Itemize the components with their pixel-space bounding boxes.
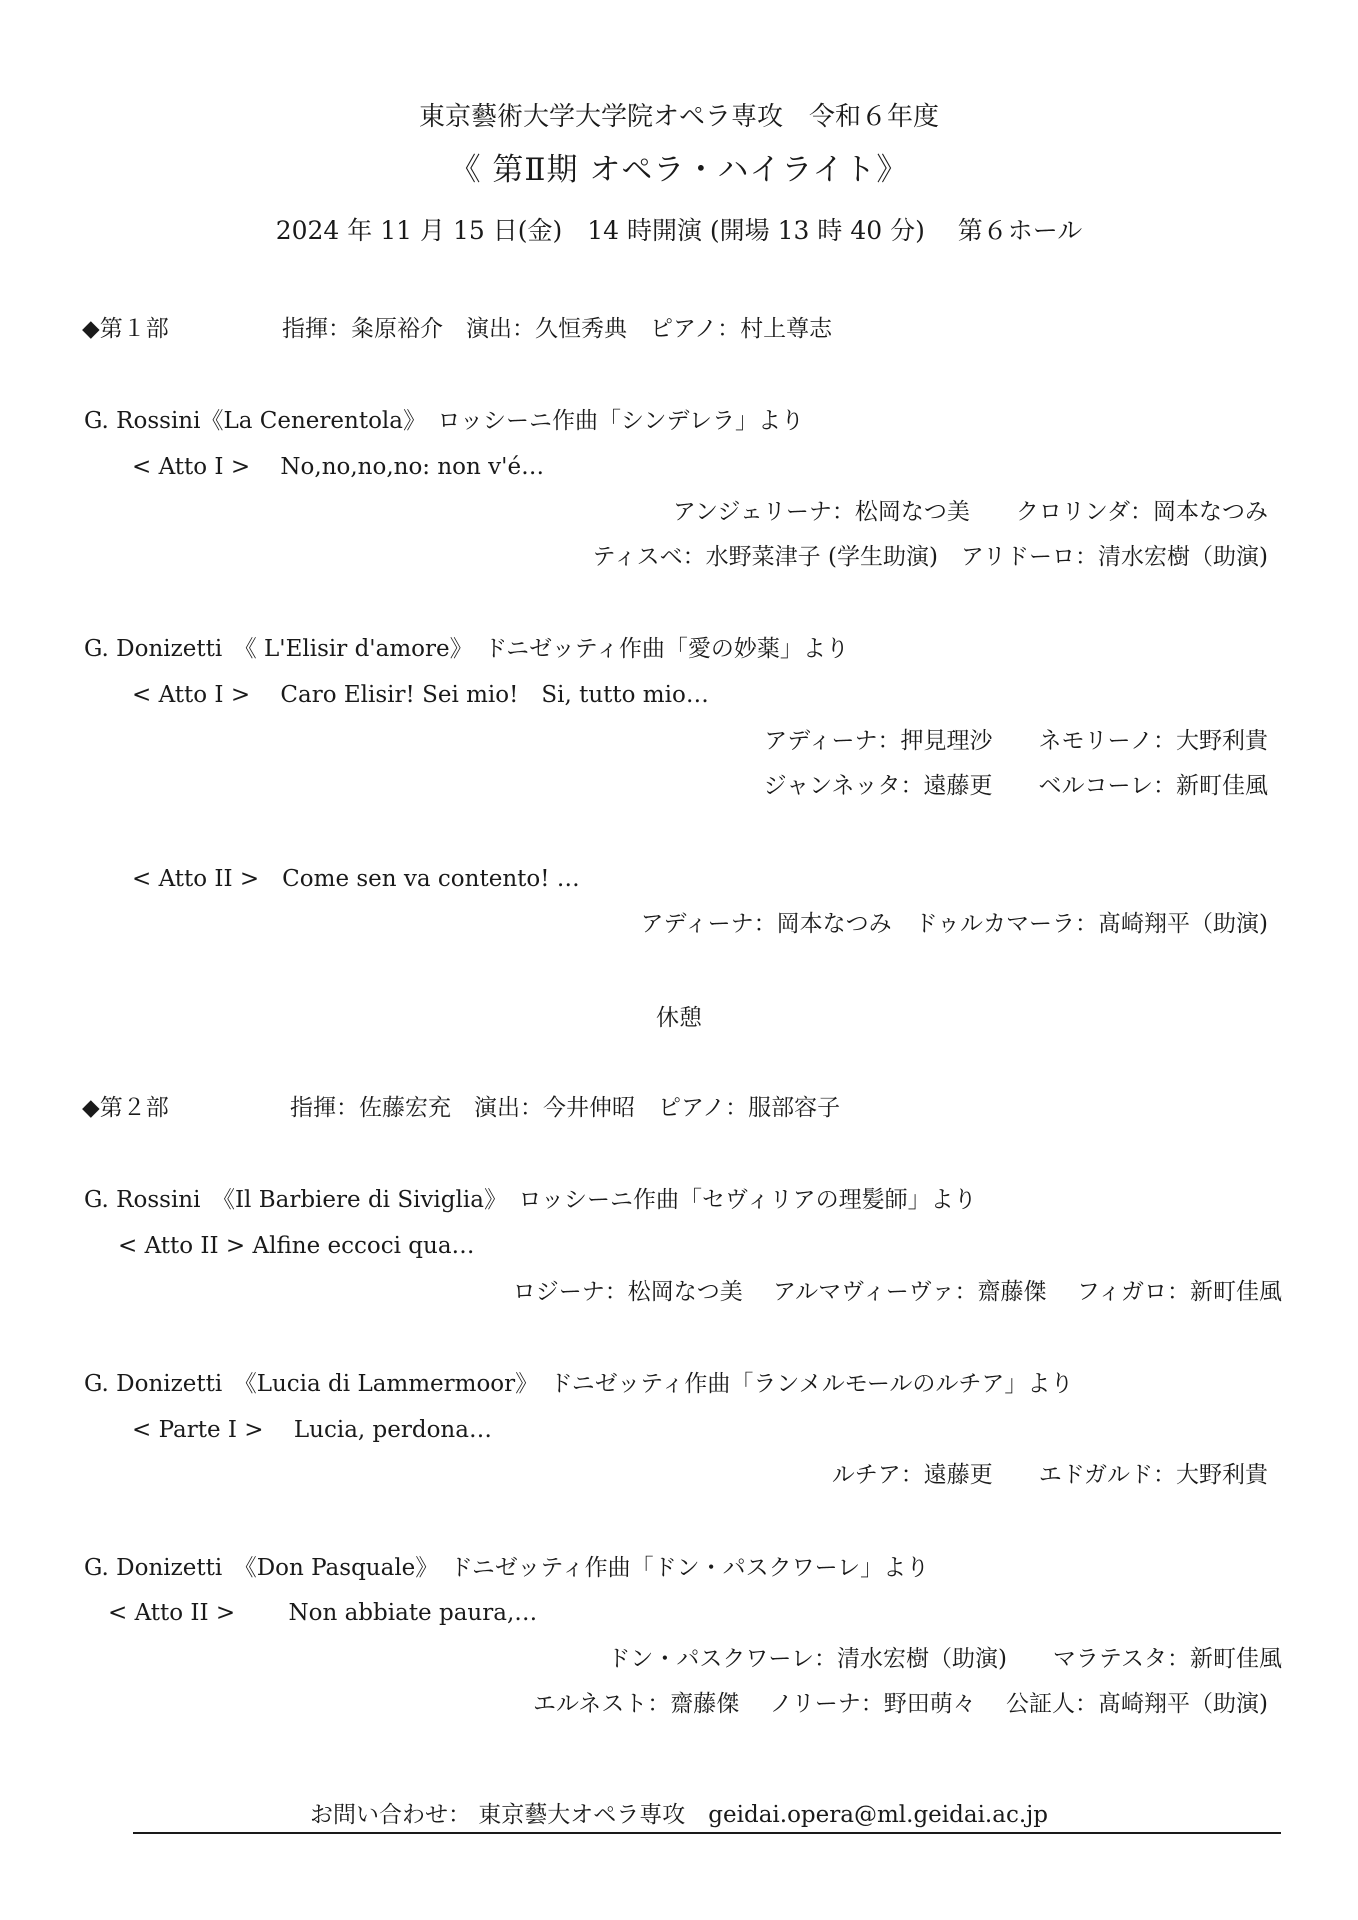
scene-line: < Atto II > Alfine eccoci qua…	[118, 1233, 475, 1259]
page-title: 《 第Ⅱ期 オペラ・ハイライト》	[449, 152, 909, 188]
date-time-venue: 2024 年 11 月 15 日(金) 14 時開演 (開場 13 時 40 分) 第６ホール	[275, 216, 1083, 245]
contact-line: お問い合わせ： 東京藝大オペラ専攻 geidai.opera@ml.geidai.ac.jp	[309, 1802, 1049, 1828]
scene-line: < Parte I > Lucia, perdona…	[132, 1417, 492, 1443]
cast-line: ロジーナ：松岡なつ美 アルマヴィーヴァ：齋藤傑 フィガロ：新町佳風	[512, 1279, 1282, 1305]
cast-line: ジャンネッタ：遠藤更 ベルコーレ：新町佳風	[763, 773, 1268, 799]
part2-staff: 指揮：佐藤宏充 演出：今井伸昭 ピアノ：服部容子	[290, 1095, 841, 1121]
part2-heading: ◆第２部	[82, 1095, 169, 1121]
intermission: 休憩	[656, 1005, 702, 1031]
header-line-1: 東京藝術大学大学院オペラ専攻 令和６年度	[418, 102, 939, 132]
work-title: G. Donizetti 《Lucia di Lammermoor》 ドニゼッティ作曲「ランメルモールのルチア」より	[84, 1371, 1074, 1397]
cast-line: アディーナ：岡本なつみ ドゥルカマーラ：髙崎翔平（助演)	[640, 911, 1268, 937]
work-title: G. Rossini 《Il Barbiere di Siviglia》 ロッシーニ作曲「セヴィリアの理髪師」より	[84, 1187, 977, 1213]
cast-line: アンジェリーナ：松岡なつ美 クロリンダ：岡本なつみ	[672, 499, 1268, 525]
scene-line: < Atto II > Come sen va contento! …	[132, 866, 580, 892]
work-title: G. Donizetti 《 L'Elisir d'amore》 ドニゼッティ作曲「愛の妙薬」より	[84, 636, 849, 662]
cast-line: エルネスト：齋藤傑 ノリーナ：野田萌々 公証人：髙崎翔平（助演)	[533, 1691, 1268, 1717]
work-title: G. Rossini《La Cenerentola》 ロッシーニ作曲「シンデレラ」より	[84, 408, 804, 434]
scene-line: < Atto I > No,no,no,no: non v'é…	[132, 454, 545, 480]
part1-staff: 指揮：粂原裕介 演出：久恒秀典 ピアノ：村上尊志	[282, 316, 833, 342]
cast-line: ドン・パスクワーレ：清水宏樹（助演) マラテスタ：新町佳風	[607, 1646, 1282, 1672]
cast-line: ルチア：遠藤更 エドガルド：大野利貴	[831, 1462, 1268, 1488]
cast-line: ティスベ：水野菜津子 (学生助演) アリドーロ：清水宏樹（助演)	[592, 544, 1268, 570]
work-title: G. Donizetti 《Don Pasquale》 ドニゼッティ作曲「ドン・パスクワーレ」より	[84, 1555, 930, 1581]
part1-heading: ◆第１部	[82, 316, 169, 342]
cast-line: アディーナ：押見理沙 ネモリーノ：大野利貴	[764, 728, 1268, 754]
footer-underline	[133, 1832, 1281, 1834]
scene-line: < Atto I > Caro Elisir! Sei mio! Si, tutto mio…	[132, 682, 709, 708]
scene-line: < Atto II > Non abbiate paura,…	[108, 1600, 538, 1626]
